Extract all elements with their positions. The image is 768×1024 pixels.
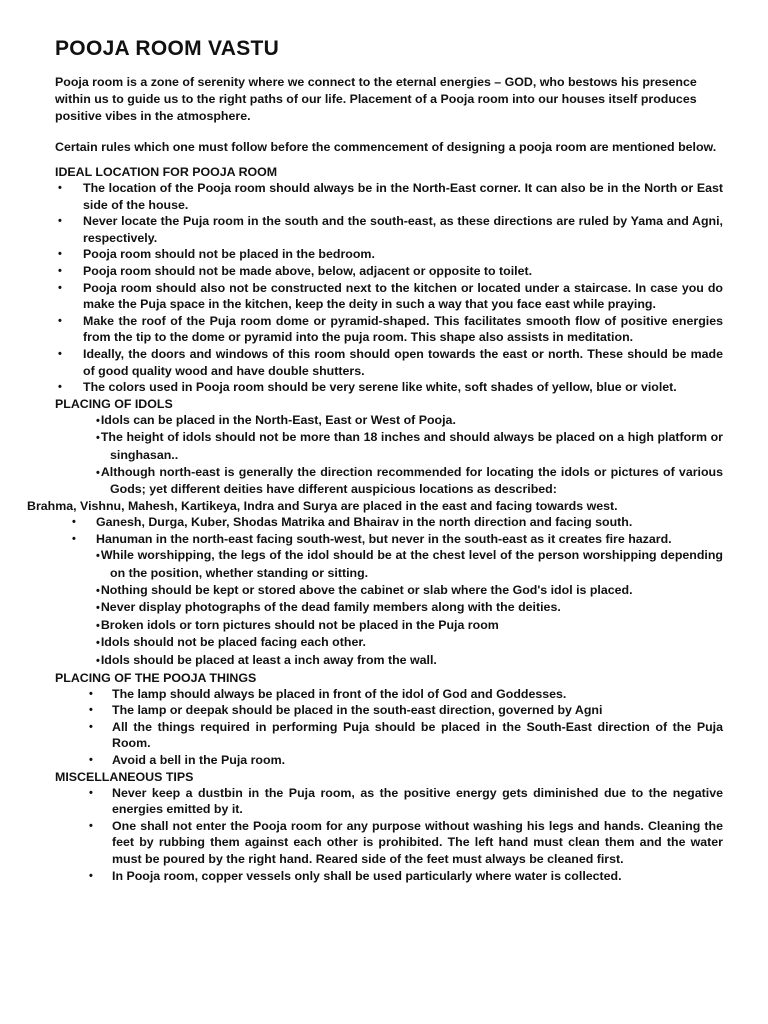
location-heading: IDEAL LOCATION FOR POOJA ROOM <box>55 165 278 179</box>
bullet-icon: • <box>89 754 93 766</box>
bullet-icon: • <box>58 347 62 360</box>
document-title: POOJA ROOM VASTU <box>55 37 280 60</box>
list-item: • The lamp or deepak should be placed in the south-east direction, governed by Agni <box>89 703 603 718</box>
bullet-icon: • <box>96 584 100 597</box>
list-item: • The lamp should always be placed in front of the idol of God and Goddesses. <box>89 686 567 701</box>
bullet-icon: • <box>72 516 76 529</box>
list-item: • Pooja room should also not be constructed next to the kitchen or located under a staircase. In case you do make the Puja space in the kitchen, keep the deity in such a way that you face east while praying. <box>58 280 723 312</box>
list-item: • The colors used in Pooja room should be very serene like white, soft shades of yellow, blue or violet. <box>58 380 677 395</box>
list-item: •Nothing should be kept or stored above the cabinet or slab where the God's idol is placed. <box>96 582 633 597</box>
list-item: • Hanuman in the north-east facing south-west, but never in the south-east as it creates fire hazard. <box>72 531 672 546</box>
list-item: • Ganesh, Durga, Kuber, Shodas Matrika and Bhairav in the north direction and facing south. <box>72 515 633 530</box>
tips-heading: MISCELLANEOUS TIPS <box>55 769 194 784</box>
bullet-icon: • <box>89 720 93 733</box>
bullet-icon: • <box>96 466 100 479</box>
bullet-icon: • <box>58 182 62 194</box>
bullet-icon: • <box>58 248 62 261</box>
list-item: •Idols should not be placed facing each other. <box>96 635 366 650</box>
bullet-icon: • <box>96 550 100 563</box>
idols-list-b <box>27 498 723 548</box>
rules-intro-paragraph: Certain rules which one must follow before the commencement of designing a pooja room are mentioned below. <box>55 140 717 154</box>
list-item: • Never locate the Puja room in the south and the south-east, as these directions are ruled by Yama and Agni, respectively. <box>58 214 723 245</box>
things-list <box>55 686 723 769</box>
bullet-icon: • <box>89 869 93 882</box>
bullet-icon: • <box>58 314 62 327</box>
list-item: •Idols can be placed in the North-East, East or West of Pooja. <box>96 412 456 427</box>
list-item: • Ideally, the doors and windows of this room should open towards the east or north. These should be made of good quality wood and have double shutters. <box>58 346 723 378</box>
list-item: •Idols should be placed at least a inch away from the wall. <box>96 653 437 668</box>
bullet-icon: • <box>96 637 100 650</box>
list-item: Brahma, Vishnu, Mahesh, Kartikeya, Indra and Surya are placed in the east and facing towards west. <box>27 498 618 513</box>
bullet-icon: • <box>96 414 100 427</box>
bullet-icon: • <box>72 532 76 545</box>
bullet-icon: • <box>89 786 93 799</box>
tips-list <box>55 785 723 885</box>
list-item: •Broken idols or torn pictures should not be placed in the Puja room <box>96 617 499 632</box>
bullet-icon: • <box>89 704 93 717</box>
location-list <box>55 180 723 396</box>
list-item: • Pooja room should not be made above, below, adjacent or opposite to toilet. <box>58 263 533 278</box>
list-item: • The location of the Pooja room should always be in the North-East corner. It can also be in the North or East side of the house. <box>58 181 723 212</box>
idols-list-c <box>55 547 723 669</box>
bullet-icon: • <box>89 687 93 700</box>
list-item: • Pooja room should not be placed in the bedroom. <box>58 247 375 262</box>
idols-heading: PLACING OF IDOLS <box>55 396 173 411</box>
list-item: •Although north-east is generally the direction recommended for locating the idols or pictures of various Gods; yet different deities have different auspicious locations as described: <box>96 464 723 497</box>
bullet-icon: • <box>96 655 100 668</box>
idols-list-a <box>55 412 723 498</box>
document-page <box>27 36 723 884</box>
list-item: •Never display photographs of the dead family members along with the deities. <box>96 600 561 615</box>
list-item: • Make the roof of the Puja room dome or pyramid-shaped. This facilitates smooth flow of positive energies from the tip to the dome or pyramid into the puja room. This shape also assists in meditation. <box>58 313 723 345</box>
things-heading: PLACING OF THE POOJA THINGS <box>55 670 257 685</box>
list-item: • Never keep a dustbin in the Puja room, as the positive energy gets diminished due to the negative energies emitted by it. <box>89 785 723 817</box>
bullet-icon: • <box>58 281 62 294</box>
bullet-icon: • <box>58 264 62 277</box>
bullet-icon: • <box>58 381 62 394</box>
bullet-icon: • <box>96 619 100 632</box>
list-item: • One shall not enter the Pooja room for any purpose without washing his legs and hands. Cleaning the feet by rubbing them against each other is prohibited. The left hand must clean them and the water must be poured by the right hand. Reared side of the feet must always be cleaned first. <box>89 818 723 866</box>
intro-paragraph: Pooja room is a zone of serenity where we connect to the eternal energies – GOD, who bestows his presence within us to guide us to the right paths of our life. Placement of a Pooja room into our houses itself produces positive vibes in the atmosphere. <box>55 75 697 123</box>
bullet-icon: • <box>58 215 62 228</box>
list-item: • All the things required in performing Puja should be placed in the South-East direction of the Puja Room. <box>89 719 723 751</box>
bullet-icon: • <box>96 602 100 615</box>
list-item: •While worshipping, the legs of the idol should be at the chest level of the person worshipping depending on the position, whether standing or sitting. <box>96 548 723 581</box>
list-item: • Avoid a bell in the Puja room. <box>89 753 286 767</box>
bullet-icon: • <box>96 432 100 445</box>
list-item: •The height of idols should not be more than 18 inches and should always be placed on a high platform or singhasan.. <box>96 430 723 462</box>
bullet-icon: • <box>89 819 93 832</box>
list-item: • In Pooja room, copper vessels only shall be used particularly where water is collected. <box>89 868 622 883</box>
